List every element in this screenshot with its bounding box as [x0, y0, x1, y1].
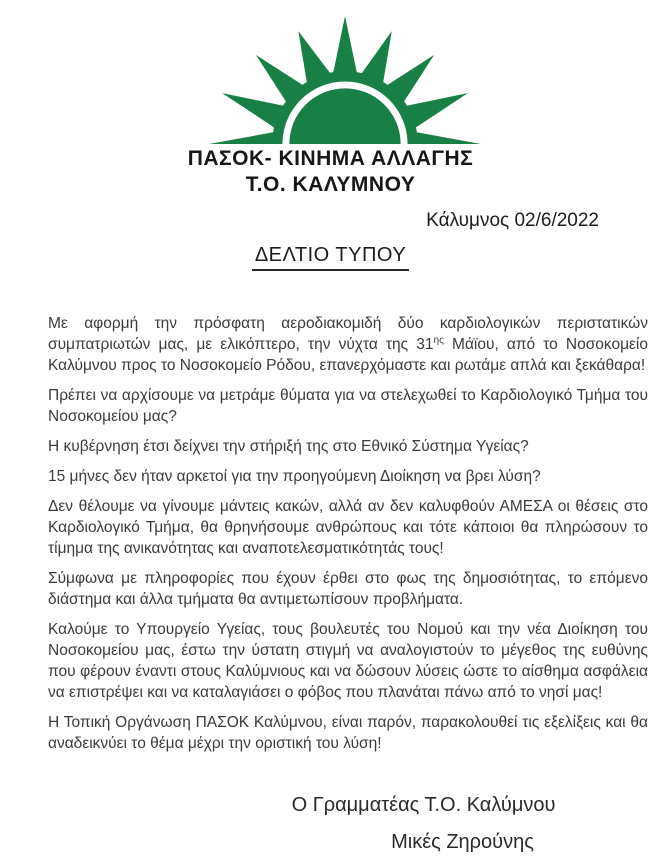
paragraph [48, 712, 648, 754]
paragraph [48, 385, 648, 427]
doc-title-row [0, 244, 661, 271]
paragraph [48, 619, 648, 703]
paragraph-text: Σύμφωνα με πληροφορίες που έχουν έρθει στο φως της δημοσιότητας, το επόμενο διάστημα και άλλα τμήματα θα αντιμετωπίσουν προβλήματα. [48, 570, 648, 608]
paragraph [48, 466, 648, 487]
paragraph-text: Δεν θέλουμε να γίνουμε μάντεις κακών, αλλά αν δεν καλυφθούν ΑΜΕΣΑ οι θέσεις στο Καρδιολογικό Τμήμα, θα θρηνήσουμε ανθρώπους και τότε κάποιοι θα πληρώσουν το τίμημα της ανικανότητας και αναποτελεσματικότητάς τους! [48, 498, 648, 557]
paragraph-text: Με αφορμή την πρόσφατη αεροδιακομιδή δύο καρδιολογικών περιστατικών συμπατριωτών μας, με ελικόπτερο, την νύχτα της 31 [48, 315, 648, 353]
paragraph [48, 436, 648, 457]
ordinal-suffix: ης [433, 334, 444, 346]
paragraph [48, 496, 648, 559]
body-text [48, 313, 648, 754]
paragraph [48, 313, 648, 376]
signature-role: Ο Γραμματέας Τ.Ο. Καλύμνου [291, 794, 556, 816]
org-chapter: Τ.Ο. ΚΑΛΥΜΝΟΥ [245, 173, 416, 196]
paragraph-text: Μάϊου, από το Νοσοκομείο Καλύμνου προς το Νοσοκομείο Ρόδου, επανερχόμαστε και ρωτάμε απλά και ξεκάθαρα! [48, 336, 648, 374]
signature-block [0, 794, 661, 854]
paragraph-text: 15 μήνες δεν ήταν αρκετοί για την προηγούμενη Διοίκηση να βρει λύση? [48, 468, 541, 485]
org-name: ΠΑΣΟΚ- ΚΙΝΗΜΑ ΑΛΛΑΓΗΣ [187, 147, 474, 170]
doc-title: ΔΕΛΤΙΟ ΤΥΠΟΥ [252, 244, 409, 271]
paragraph-text: Πρέπει να αρχίσουμε να μετράμε θύματα για να στελεχωθεί το Καρδιολογικό Τμήμα του Νοσοκομείου μας? [48, 387, 648, 425]
paragraph-text: Η κυβέρνηση έτσι δείχνει την στήριξή της στο Εθνικό Σύστημα Υγείας? [48, 438, 529, 455]
letterhead [0, 0, 661, 198]
dateline: Κάλυμνος 02/6/2022 [426, 210, 599, 231]
paragraph-text: Η Τοπική Οργάνωση ΠΑΣΟΚ Καλύμνου, είναι παρόν, παρακολουθεί τις εξελίξεις και θα αναδεικνύει το θέμα μέχρι την οριστική του λύση! [48, 714, 648, 752]
paragraph-text: Καλούμε το Υπουργείο Υγείας, τους βουλευτές του Νομού και την νέα Διοίκηση του Νοσοκομείου μας, έστω την ύστατη στιγμή να αναλογιστούν το μέγεθος της ευθύνης που φέρουν έναντι στους Καλύμνιους και να δώσουν λύσεις ώστε το αίσθημα ασφάλεια να επιστρέψει και να καταλαγιάσει ο φόβος που πλανάται πάνω από το νησί μας! [48, 621, 648, 701]
signature-name: Μικές Ζηρούνης [391, 831, 534, 853]
pasok-sun-logo [207, 14, 483, 144]
paragraph [48, 568, 648, 610]
